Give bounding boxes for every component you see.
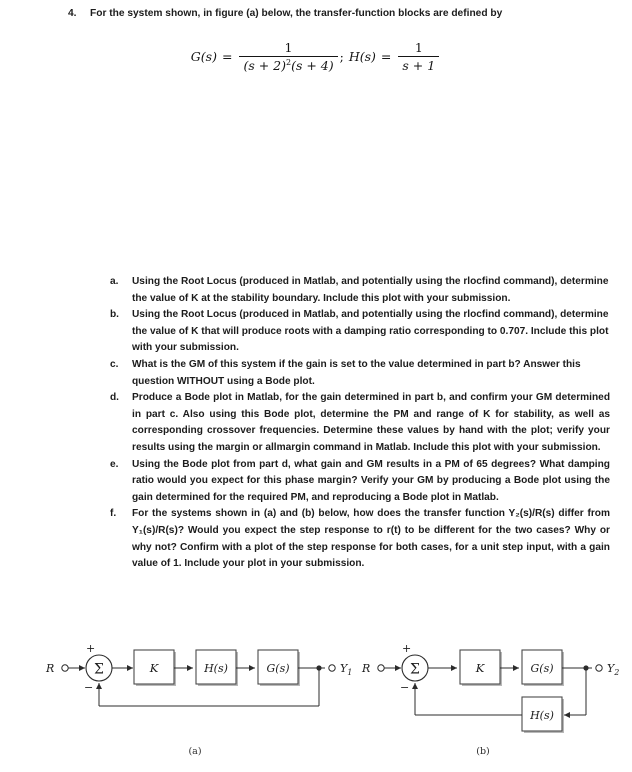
- g-function-name: G(s): [190, 49, 217, 65]
- figure-b-input-node: [378, 665, 384, 671]
- list-item-marker: a.: [110, 276, 119, 287]
- figure-a-plus-sign: +: [86, 642, 96, 655]
- figure-b-plus-sign: +: [402, 642, 412, 655]
- list-item: [110, 457, 610, 507]
- figure-a-output-label: $Y_1$: [340, 662, 353, 677]
- g-numerator: 1: [284, 40, 293, 55]
- problem-parts-list: [110, 274, 610, 573]
- figure-b-block-h-label: H(s): [530, 709, 554, 722]
- figure-b-block-k-label: K: [475, 661, 485, 675]
- problem-number: 4.: [68, 8, 77, 19]
- list-item: [110, 506, 610, 572]
- problem-stem: [68, 7, 613, 21]
- figure-a-sum-symbol: Σ: [94, 661, 104, 678]
- figure-a-input-label: R: [46, 662, 55, 675]
- list-item-marker: f.: [110, 508, 117, 520]
- problem-stem-text: For the system shown, in figure (a) below, the transfer-function blocks are defined by: [90, 8, 503, 19]
- g-denom-tail: (s + 4): [291, 58, 334, 74]
- figure-a-block-h-label: H(s): [204, 662, 228, 675]
- figure-a-block-g-label: G(s): [266, 662, 290, 675]
- list-item-marker: d.: [110, 392, 119, 404]
- figure-b-output-label: $Y_2$: [607, 662, 620, 677]
- g-denom-base: (s + 2): [243, 58, 286, 74]
- list-item: [110, 307, 610, 357]
- figure-a-output-svg: [42, 636, 353, 746]
- list-item-text: Produce a Bode plot in Matlab, for the gain determined in part b, and confirm your GM determined in part c. Also using this Bode plot, determine the PM and range of K for stability, as well as corresponding crossover frequencies. Determine these values by hand with the plot; verify your results using the margin or allmargin command in Matlab. Include this plot with your submission.: [132, 392, 610, 453]
- figure-b-caption: (b): [476, 746, 490, 757]
- figure-a-minus-sign: −: [84, 681, 94, 694]
- list-item: [110, 357, 610, 390]
- figure-b-input-label: R: [362, 662, 371, 675]
- h-equals-sign: =: [380, 49, 392, 65]
- g-denominator: [239, 57, 337, 73]
- list-item-text: Using the Root Locus (produced in Matlab, and potentially using the rlocfind command), determine the value of K that will produce roots with a damping ratio corresponding to 0.707. Include this plot with your submission.: [132, 309, 609, 354]
- figure-a-caption: (a): [188, 746, 202, 757]
- h-fraction: [398, 40, 439, 73]
- figure-a: [42, 636, 353, 772]
- list-item: [110, 390, 610, 456]
- figure-b-output-node: [596, 665, 602, 671]
- list-item-text: Using the Root Locus (produced in Matlab, and potentially using the rlocfind command), determine the value of K at the stability boundary. Include this plot with your submission.: [132, 276, 609, 304]
- list-item: [110, 274, 610, 307]
- figure-b-svg: [358, 636, 624, 746]
- list-item-marker: e.: [110, 458, 119, 470]
- figure-b-minus-sign: −: [400, 681, 410, 694]
- list-item-text: What is the GM of this system if the gain is set to the value determined in part b? Answer this question WITHOUT using a Bode plot.: [132, 358, 581, 387]
- list-item-text: For the systems shown in (a) and (b) below, how does the transfer function Y₂(s)/R(s) differ from Y₁(s)/R(s)? Would you expect the step response to r(t) to be different for the two cases? Why or why not? Confirm with a plot of the step response for both cases, for a unit step input, with a gain value of 1. Include your plot in your submission.: [132, 508, 610, 570]
- figure-b-sum-symbol: Σ: [410, 661, 420, 678]
- list-item-text: Using the Bode plot from part d, what gain and GM results in a PM of 65 degrees? What damping ratio would you expect for this phase margin? Verify your GM by producing a Bode plot using the gain determined for the required PM, and reproducing a Bode plot in Matlab.: [132, 458, 610, 503]
- block-diagram-figures: [0, 636, 632, 772]
- h-denominator: s + 1: [402, 58, 436, 74]
- equation-separator: ;: [339, 49, 344, 65]
- g-equals-sign: =: [221, 49, 233, 65]
- figure-b-block-g-label: G(s): [530, 662, 554, 675]
- h-function-name: H(s): [348, 49, 376, 65]
- transfer-function-equation: [0, 40, 632, 73]
- list-item-marker: b.: [110, 309, 119, 321]
- figure-b: [358, 636, 624, 772]
- figure-a-block-k-label: K: [149, 661, 159, 675]
- figure-a-output-node: [329, 665, 335, 671]
- h-numerator: 1: [414, 40, 423, 56]
- g-denom-exponent: 2: [285, 58, 292, 67]
- list-item-marker: c.: [110, 358, 119, 370]
- g-fraction: [239, 40, 337, 73]
